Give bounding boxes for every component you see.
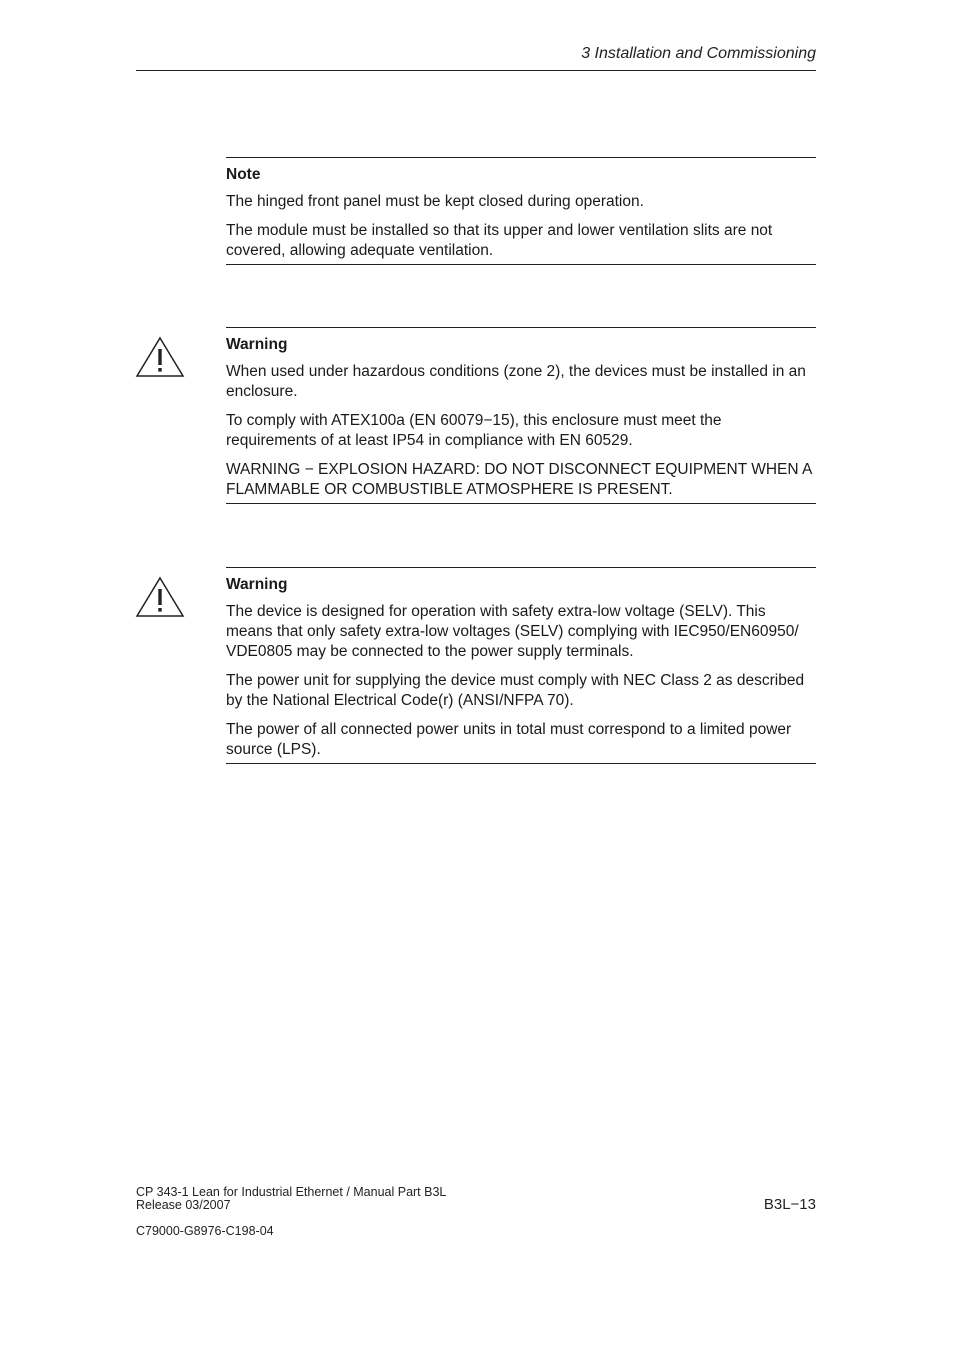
warning-block-1 bbox=[226, 327, 816, 504]
warning1-paragraph-1: When used under hazardous conditions (zone 2), the devices must be installed in an enclosure. bbox=[226, 363, 806, 400]
note-title: Note bbox=[226, 166, 261, 183]
warning-title-2: Warning bbox=[226, 576, 288, 593]
warning1-paragraph-2: To comply with ATEX100a (EN 60079−15), this enclosure must meet the requirements of at least IP54 in compliance with EN 60529. bbox=[226, 412, 722, 449]
footer-doc-info bbox=[136, 1186, 446, 1238]
warning-block-2 bbox=[226, 567, 816, 764]
warning1-paragraph-3: WARNING − EXPLOSION HAZARD: DO NOT DISCONNECT EQUIPMENT WHEN A FLAMMABLE OR COMBUSTIBLE ATMOSPHERE IS PRESENT. bbox=[226, 461, 812, 498]
footer-release: Release 03/2007 bbox=[136, 1198, 231, 1212]
footer-doc-number: C79000-G8976-C198-04 bbox=[136, 1224, 274, 1238]
page-header bbox=[136, 44, 816, 71]
warning2-paragraph-2: The power unit for supplying the device must comply with NEC Class 2 as described by the National Electrical Code(r) (ANSI/NFPA 70). bbox=[226, 672, 805, 709]
note-paragraph-2: The module must be installed so that its upper and lower ventilation slits are not covered, allowing adequate ventilation. bbox=[226, 222, 773, 259]
footer-manual-title: CP 343-1 Lean for Industrial Ethernet / Manual Part B3L bbox=[136, 1185, 447, 1199]
warning2-paragraph-3: The power of all connected power units in total must correspond to a limited power source (LPS). bbox=[226, 721, 792, 758]
note-block bbox=[226, 157, 816, 265]
chapter-title: 3 Installation and Commissioning bbox=[581, 45, 816, 62]
note-paragraph-1: The hinged front panel must be kept closed during operation. bbox=[226, 193, 644, 210]
warning-title-1: Warning bbox=[226, 336, 288, 353]
warning-triangle-icon bbox=[135, 336, 185, 378]
warning-triangle-icon bbox=[135, 576, 185, 618]
page-number: B3L−13 bbox=[763, 1196, 816, 1213]
warning2-paragraph-1: The device is designed for operation with safety extra-low voltage (SELV). This means that only safety extra-low voltages (SELV) complying with IEC950/EN60950/ VDE0805 may be connected to the power supply terminals. bbox=[226, 603, 799, 660]
